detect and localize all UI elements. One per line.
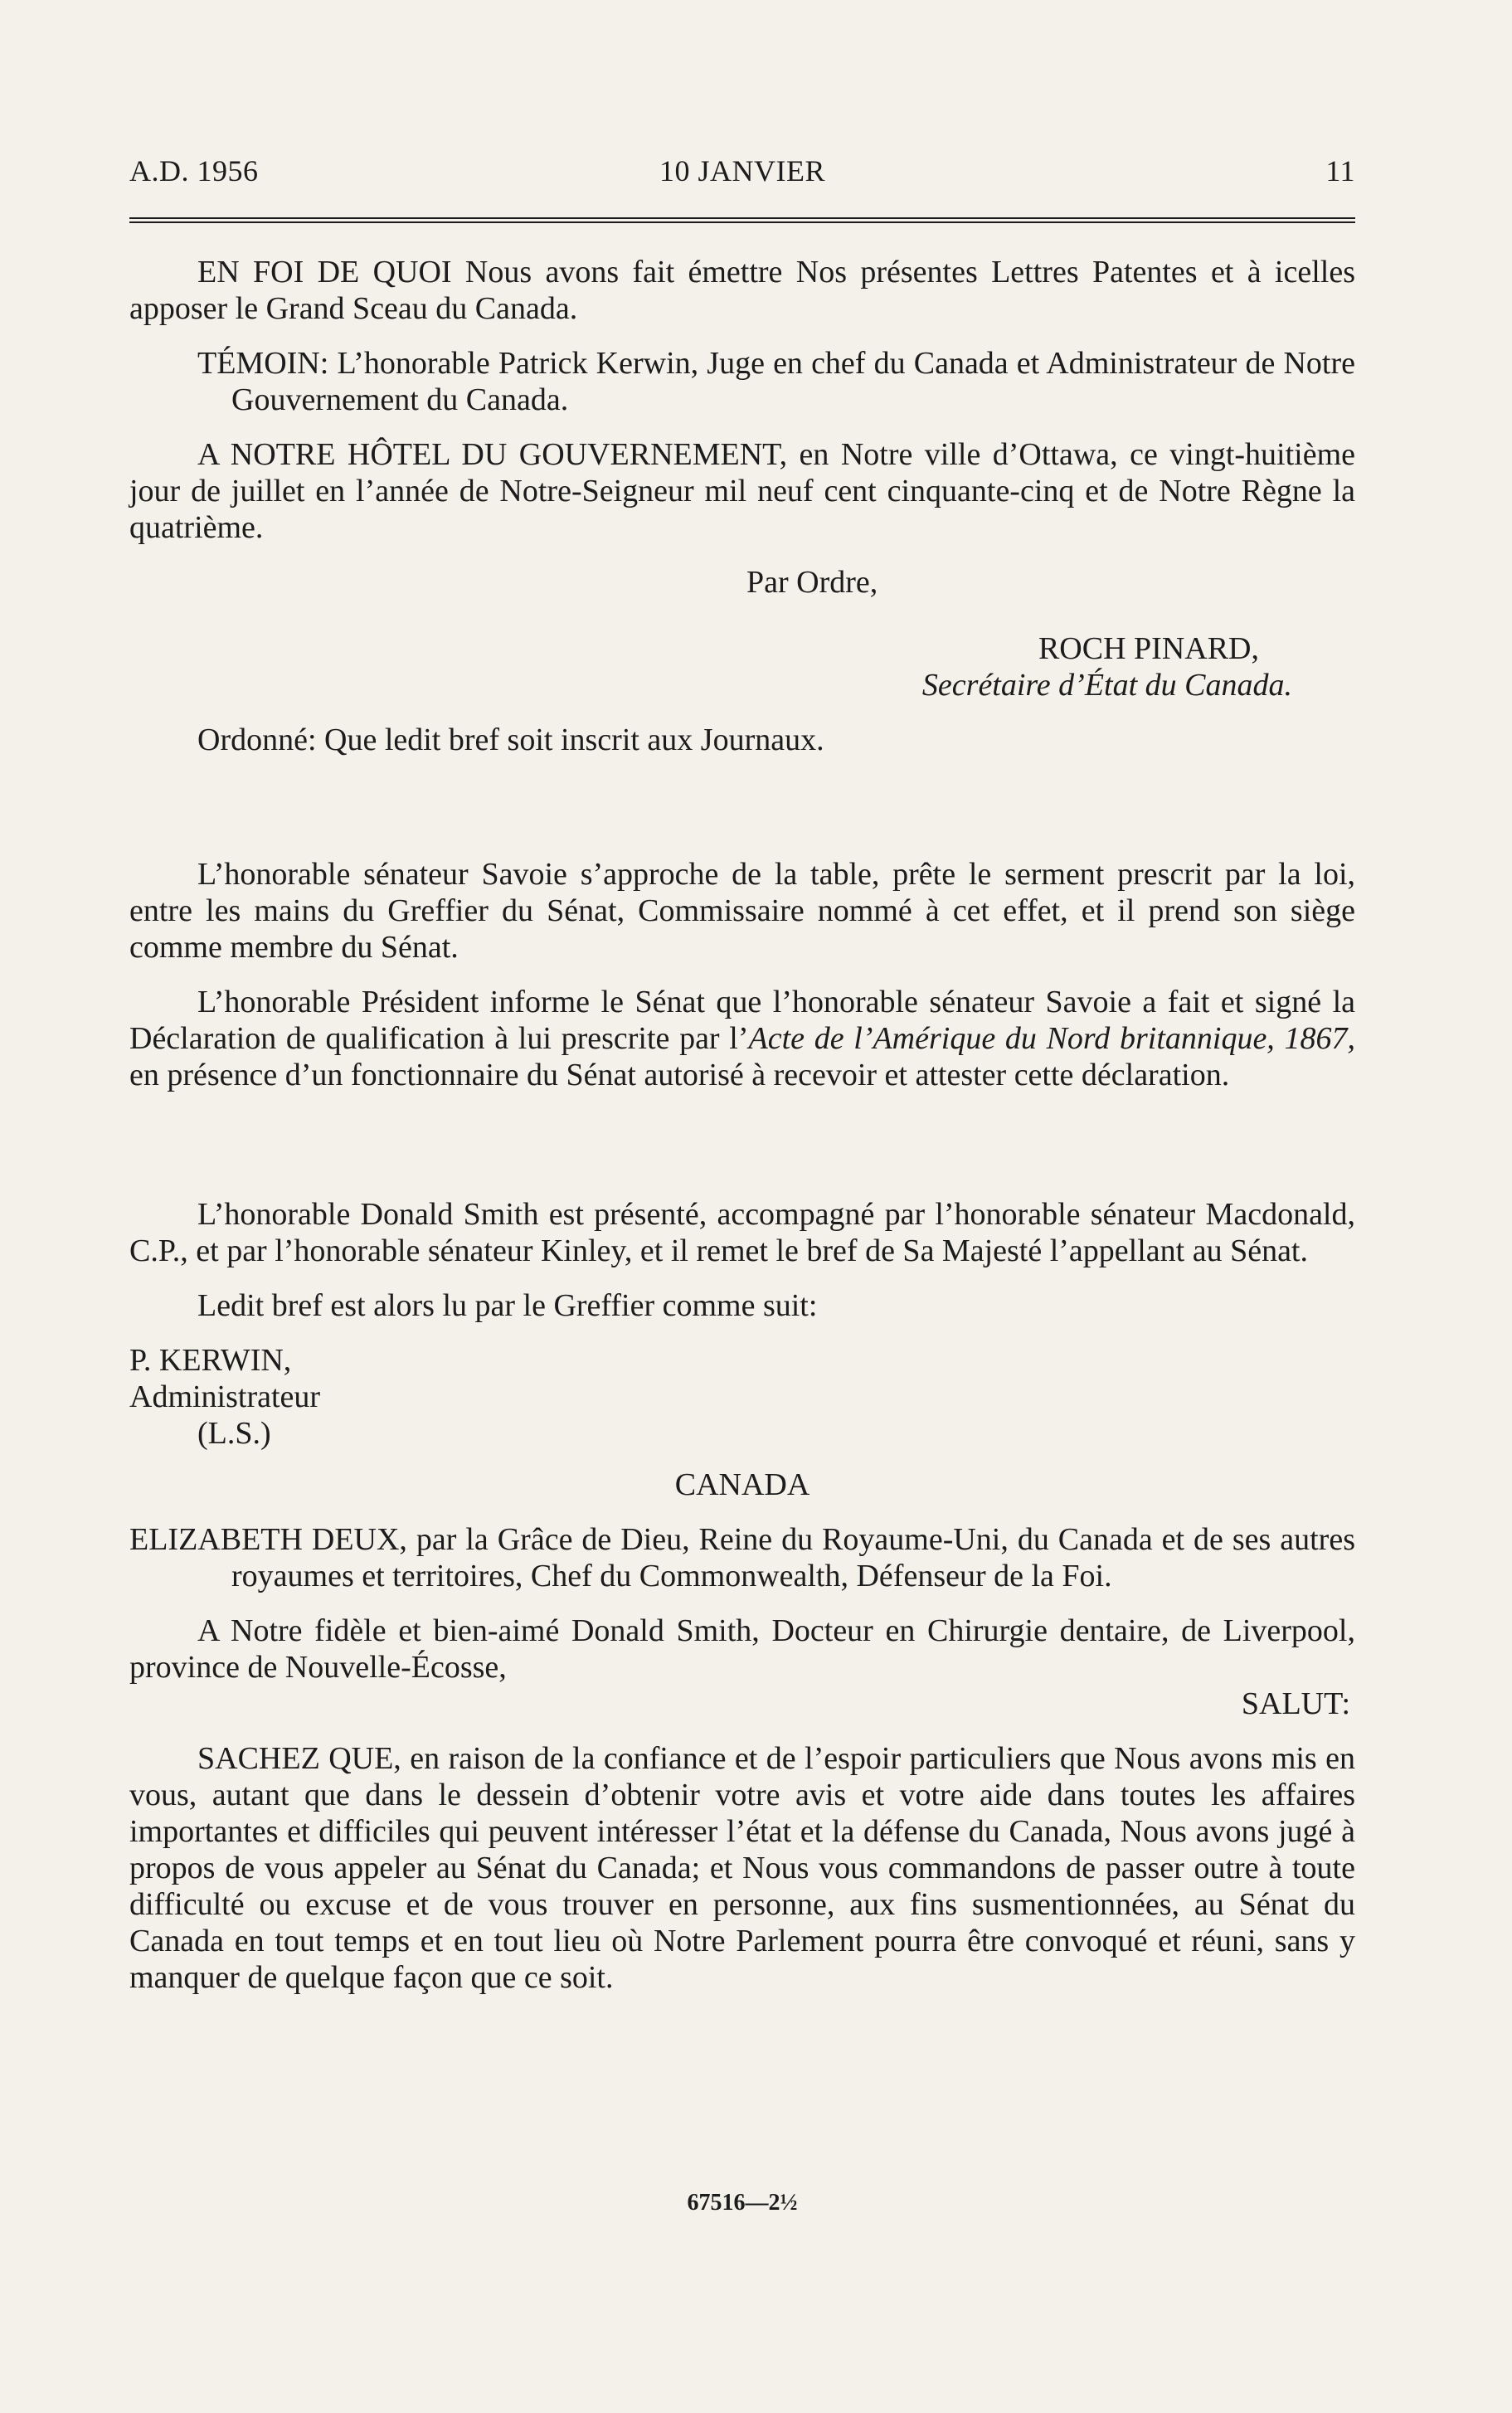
signature-title: Secrétaire d’État du Canada. bbox=[921, 668, 1292, 703]
par-ordre: Par Ordre, bbox=[746, 565, 878, 600]
page-number: 11 bbox=[1325, 154, 1355, 187]
footer-print-code: 67516—2½ bbox=[687, 2190, 798, 2216]
page-body bbox=[129, 254, 1355, 1996]
paragraph-ledit-bref: Ledit bref est alors lu par le Greffier comme suit: bbox=[197, 1288, 818, 1323]
kerwin-title: Administrateur bbox=[129, 1379, 321, 1414]
paragraph-president bbox=[129, 984, 1355, 1093]
paragraph-sachez: SACHEZ QUE, en raison de la confiance et de l’espoir particuliers que Nous avons mis en vous, autant que dans le dessein d’obtenir votre avis et votre aide dans toutes les affaires importantes et difficiles qui peuvent intéresser l’état et la défense du Canada, Nous avons jugé à propos de vous appeler au Sénat du Canada; et Nous vous commandons de passer outre à toute difficulté ou excuse et de vous trouver en personne, aux fins susmentionnées, au Sénat du Canada en tout temps et en tout lieu où Notre Parlement pourra être convoqué et réuni, sans y manquer de quelque façon que ce soit. bbox=[129, 1741, 1355, 1995]
header-year: A.D. 1956 bbox=[129, 154, 259, 187]
paragraph-elizabeth: ELIZABETH DEUX, par la Grâce de Dieu, Reine du Royaume-Uni, du Canada et de ses autres royaumes et territoires, Chef du Commonwealth, Défenseur de la Foi. bbox=[129, 1522, 1355, 1593]
temoin-text: TÉMOIN: L’honorable Patrick Kerwin, Juge en chef du Canada et Administrateur de Notre Gouvernement du Canada. bbox=[197, 346, 1355, 417]
kerwin-block bbox=[129, 1342, 1355, 1452]
paragraph-ordonne: Ordonné: Que ledit bref soit inscrit aux Journaux. bbox=[197, 722, 824, 757]
president-text-after: en présence d’un fonctionnaire du Sénat autorisé à recevoir et attester cette déclaration. bbox=[129, 1058, 1230, 1092]
signature-block bbox=[129, 630, 1355, 703]
kerwin-name: P. KERWIN, bbox=[129, 1343, 292, 1378]
act-title: Acte de l’Amérique du Nord britannique, 1867, bbox=[748, 1021, 1355, 1056]
paragraph-hotel: A NOTRE HÔTEL DU GOUVERNEMENT, en Notre ville d’Ottawa, ce vingt-huitième jour de juillet en l’année de Notre-Seigneur mil neuf cent cinquante-cinq et de Notre Règne la quatrième. bbox=[129, 437, 1355, 545]
header-date: 10 JANVIER bbox=[659, 154, 825, 187]
president-text-before: L’honorable Président informe le Sénat que l’honorable sénateur Savoie a fait et signé la Déclaration de qualification à lui prescrite par l’ bbox=[129, 985, 1355, 1056]
kerwin-seal: (L.S.) bbox=[197, 1416, 271, 1451]
signature-name: ROCH PINARD, bbox=[1038, 631, 1259, 666]
paragraph-en-foi: EN FOI DE QUOI Nous avons fait émettre Nos présentes Lettres Patentes et à icelles apposer le Grand Sceau du Canada. bbox=[129, 255, 1355, 326]
header-rule bbox=[129, 217, 1355, 223]
page-header bbox=[129, 153, 1355, 195]
paragraph-smith-presente: L’honorable Donald Smith est présenté, accompagné par l’honorable sénateur Macdonald, C.P., et par l’honorable sénateur Kinley, et il remet le bref de Sa Majesté l’appellant au Sénat. bbox=[129, 1197, 1355, 1268]
salut: SALUT: bbox=[1241, 1686, 1350, 1721]
paragraph-savoie-serment: L’honorable sénateur Savoie s’approche de la table, prête le serment prescrit par la loi, entre les mains du Greffier du Sénat, Commissaire nommé à cet effet, et il prend son siège comme membre du Sénat. bbox=[129, 857, 1355, 965]
canada-heading: CANADA bbox=[674, 1467, 810, 1502]
paragraph-a-notre-fidele: A Notre fidèle et bien-aimé Donald Smith, Docteur en Chirurgie dentaire, de Liverpool, province de Nouvelle-Écosse, bbox=[129, 1613, 1355, 1685]
paragraph-temoin bbox=[129, 345, 1355, 418]
